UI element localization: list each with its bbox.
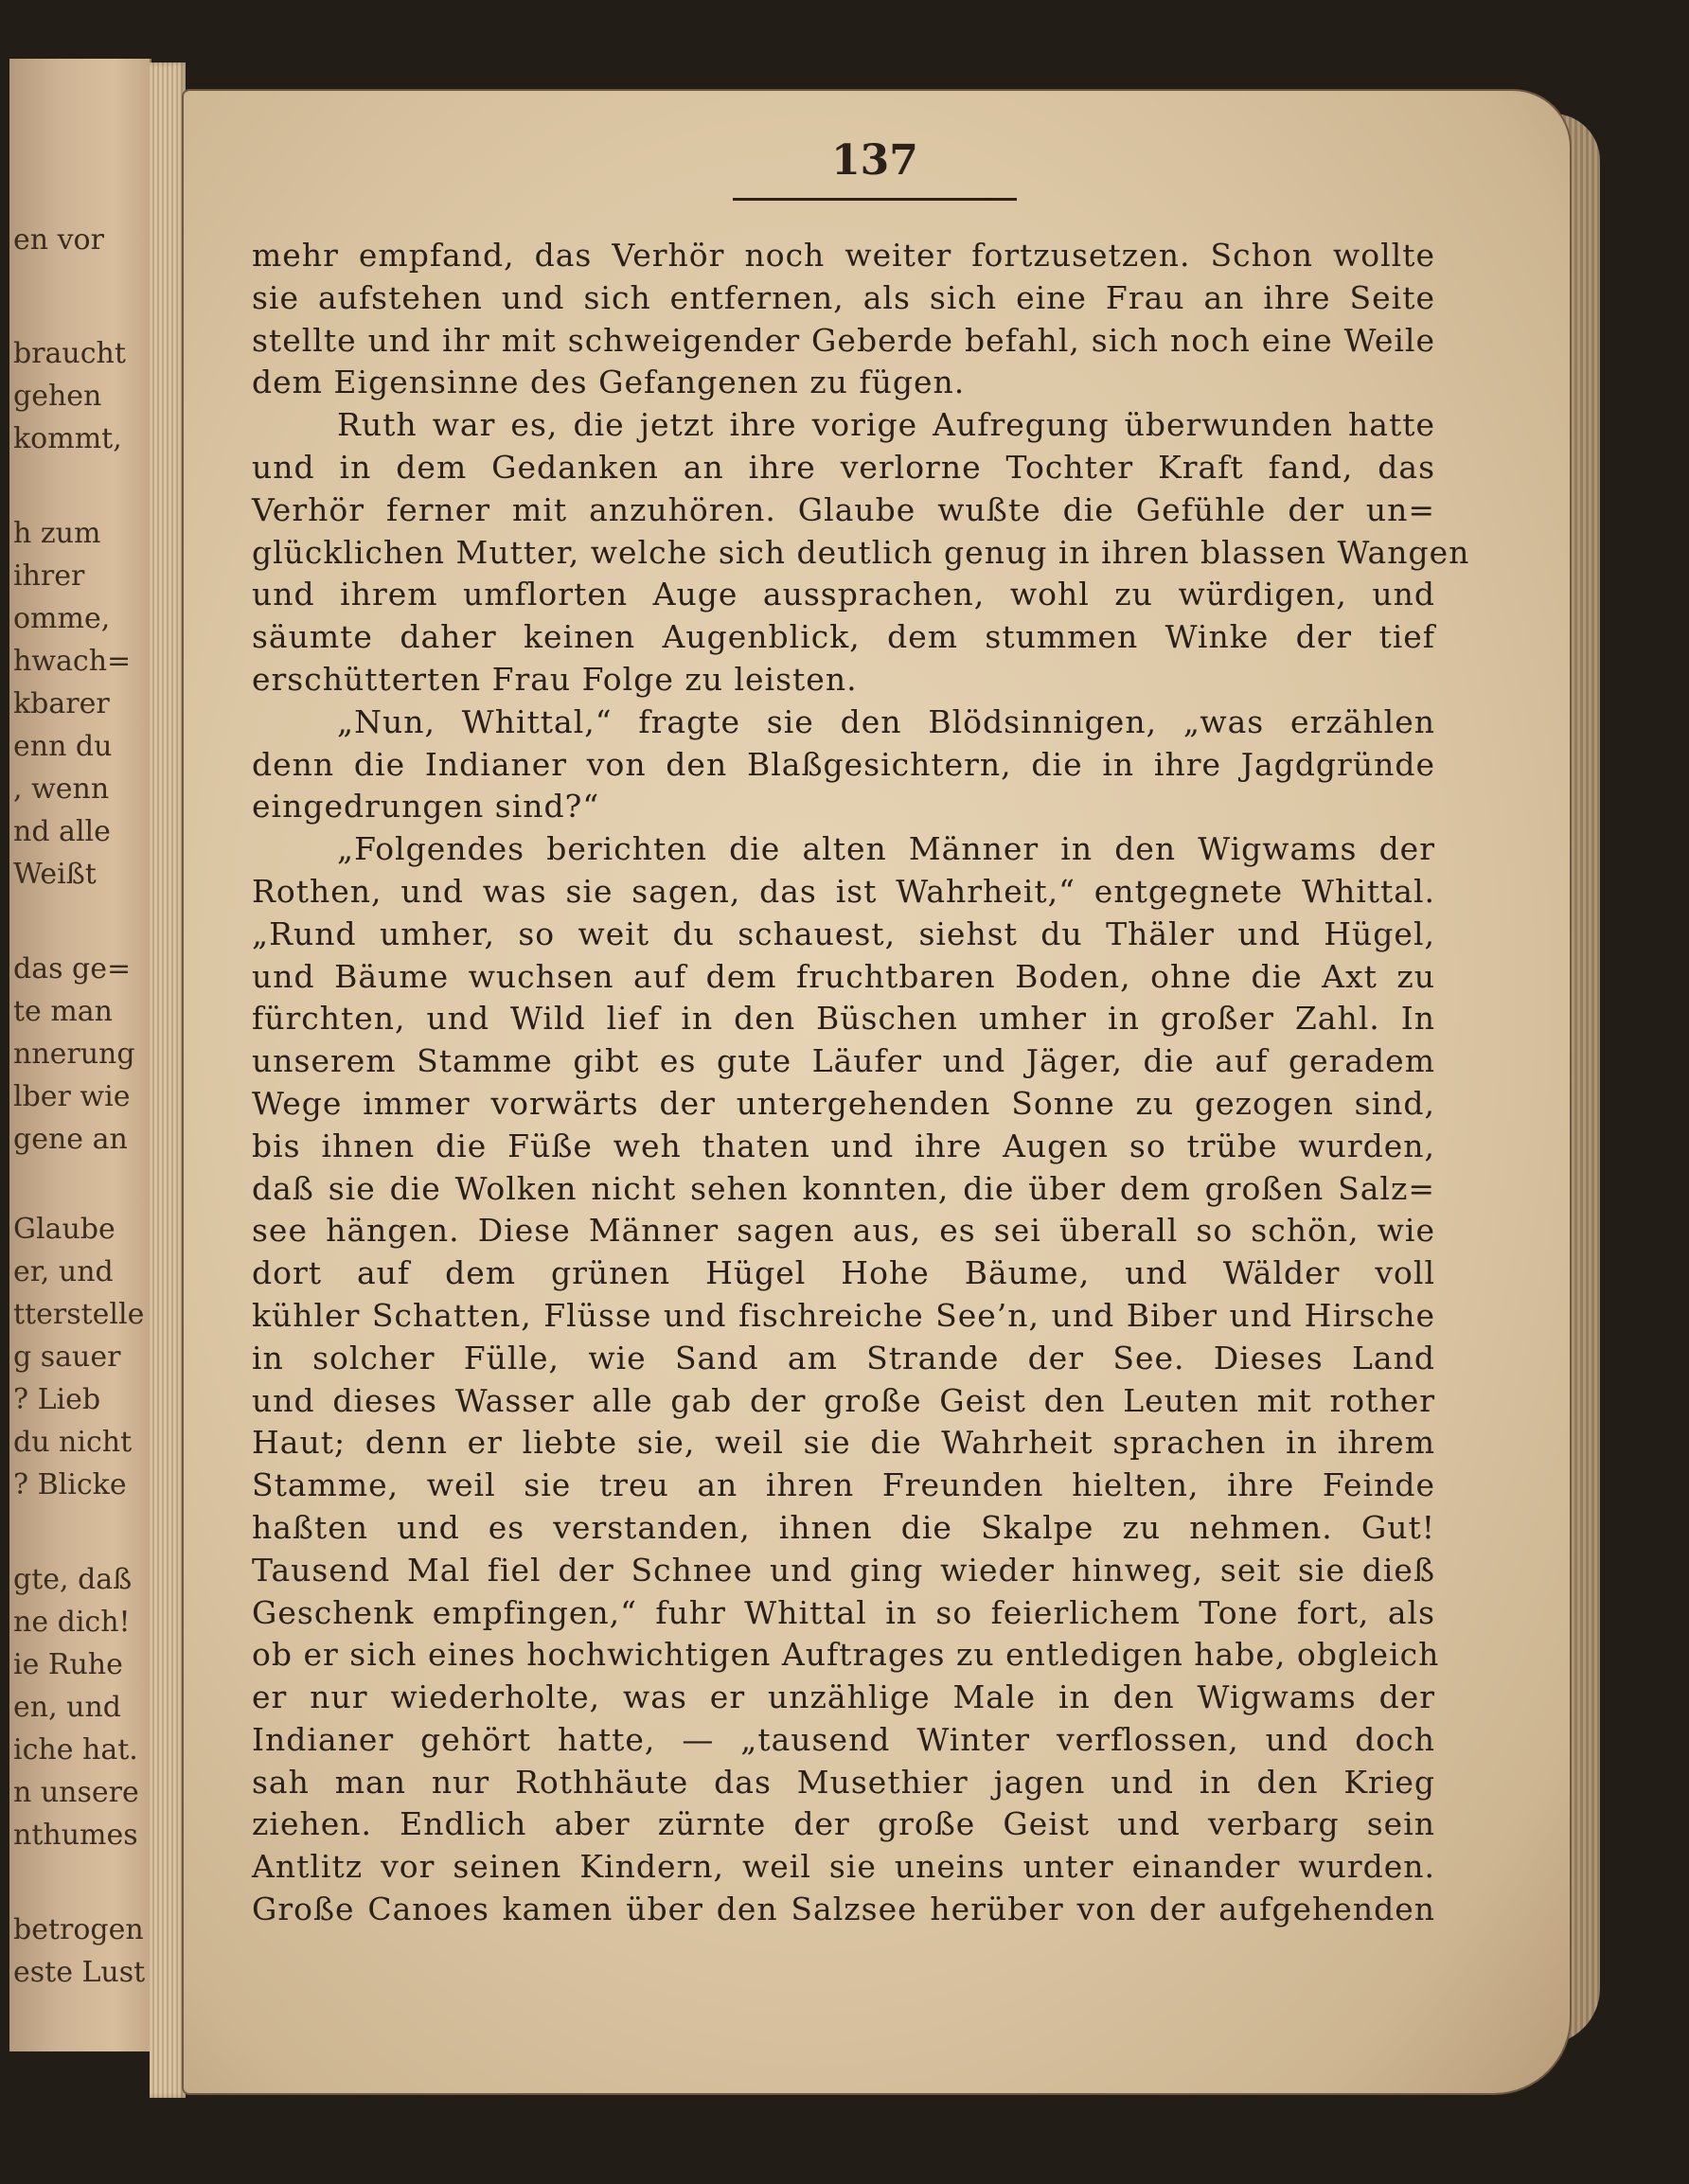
text-line: daß sie die Wolken nicht sehen konnten, die über dem großen Salz= bbox=[252, 1169, 1435, 1207]
header-rule bbox=[733, 198, 1017, 201]
left-page-fragment: nnerung bbox=[13, 1038, 135, 1071]
text-line: fürchten, und Wild lief in den Büschen umher in großer Zahl. In bbox=[252, 1000, 1435, 1038]
left-page-fragment: du nicht bbox=[13, 1426, 133, 1459]
text-line: Antlitz vor seinen Kindern, weil sie uneins unter einander wurden. bbox=[252, 1848, 1435, 1886]
left-page-fragment: ? Lieb bbox=[13, 1383, 101, 1416]
text-line: und in dem Gedanken an ihre verlorne Tochter Kraft fand, das bbox=[252, 448, 1435, 486]
text-line: sie aufstehen und sich entfernen, als sich eine Frau an ihre Seite bbox=[252, 278, 1435, 316]
left-page-fragment: , wenn bbox=[13, 772, 110, 806]
text-line: haßten und es verstanden, ihnen die Skalpe zu nehmen. Gut! bbox=[252, 1508, 1435, 1546]
left-page-fragment: ihrer bbox=[13, 559, 85, 593]
text-line: Verhör ferner mit anzuhören. Glaube wußte die Gefühle der un= bbox=[252, 490, 1435, 528]
text-line: mehr empfand, das Verhör noch weiter fortzusetzen. Schon wollte bbox=[252, 237, 1435, 274]
left-page-fragment: lber wie bbox=[13, 1080, 131, 1113]
left-page-fragment: gte, daß bbox=[13, 1563, 133, 1596]
left-page-fragment: betrogen bbox=[13, 1913, 144, 1946]
left-page-fragment: ie Ruhe bbox=[13, 1648, 123, 1681]
left-page-fragment: te man bbox=[13, 995, 113, 1028]
text-line: sah man nur Rothhäute das Musethier jagen und in den Krieg bbox=[252, 1763, 1435, 1801]
text-line: Geschenk empfingen,“ fuhr Whittal in so feierlichem Tone fort, als bbox=[252, 1593, 1435, 1631]
text-line: Große Canoes kamen über den Salzsee herüber von der aufgehenden bbox=[252, 1891, 1435, 1928]
left-page-fragment: hwach= bbox=[13, 645, 132, 678]
left-page-fragment: nd alle bbox=[13, 815, 111, 848]
text-line: bis ihnen die Füße weh thaten und ihre Augen so trübe wurden, bbox=[252, 1127, 1435, 1164]
text-line: dem Eigensinne des Gefangenen zu fügen. bbox=[252, 364, 966, 401]
left-page-fragment: enn du bbox=[13, 730, 113, 763]
text-line: Indianer gehört hatte, — „tausend Winter verflossen, und doch bbox=[252, 1720, 1435, 1758]
text-line: Rothen, und was sie sagen, das ist Wahrheit,“ entgegnete Whittal. bbox=[252, 872, 1435, 910]
left-page-fragment: ne dich! bbox=[13, 1606, 131, 1639]
left-page-fragment: en, und bbox=[13, 1691, 121, 1724]
text-line: und dieses Wasser alle gab der große Geist den Leuten mit rother bbox=[252, 1381, 1435, 1419]
text-line: erschütterten Frau Folge zu leisten. bbox=[252, 660, 858, 698]
text-line: „Nun, Whittal,“ fragte sie den Blödsinnigen, „was erzählen bbox=[337, 702, 1435, 740]
left-page-fragment: er, und bbox=[13, 1255, 114, 1288]
text-line: stellte und ihr mit schweigender Geberde befahl, sich noch eine Weile bbox=[252, 321, 1435, 359]
text-line: Ruth war es, die jetzt ihre vorige Aufregung überwunden hatte bbox=[337, 406, 1435, 444]
text-line: denn die Indianer von den Blaßgesichtern, die in ihre Jagdgründe bbox=[252, 745, 1435, 783]
left-page-fragment: n unsere bbox=[13, 1776, 139, 1809]
left-page-fragment: iche hat. bbox=[13, 1733, 138, 1767]
right-page bbox=[184, 91, 1570, 2093]
text-line: und Bäume wuchsen auf dem fruchtbaren Boden, ohne die Axt zu bbox=[252, 957, 1435, 995]
left-page-fragment: en vor bbox=[13, 223, 104, 257]
left-page-fragment: gene an bbox=[13, 1123, 128, 1156]
text-line: glücklichen Mutter, welche sich deutlich genug in ihren blassen Wangen bbox=[252, 533, 1470, 571]
text-line: Tausend Mal fiel der Schnee und ging wieder hinweg, seit sie dieß bbox=[252, 1551, 1435, 1589]
text-line: kühler Schatten, Flüsse und fischreiche See’n, und Biber und Hirsche bbox=[252, 1296, 1435, 1334]
text-line: Wege immer vorwärts der untergehenden Sonne zu gezogen sind, bbox=[252, 1084, 1435, 1122]
left-page-fragment: este Lust bbox=[13, 1956, 146, 1989]
text-line: see hängen. Diese Männer sagen aus, es sei überall so schön, wie bbox=[252, 1212, 1435, 1250]
text-line: „Folgendes berichten die alten Männer in den Wigwams der bbox=[337, 830, 1435, 868]
text-line: dort auf dem grünen Hügel Hohe Bäume, und Wälder voll bbox=[252, 1254, 1435, 1292]
text-line: Stamme, weil sie treu an ihren Freunden hielten, ihre Feinde bbox=[252, 1466, 1435, 1504]
left-page-fragment: kbarer bbox=[13, 687, 110, 720]
text-line: eingedrungen sind?“ bbox=[252, 788, 600, 826]
left-page-fragment: nthumes bbox=[13, 1819, 138, 1852]
left-page-fragment: ? Blicke bbox=[13, 1468, 127, 1501]
book-spine-edge bbox=[150, 62, 186, 2098]
left-page-fragment: omme, bbox=[13, 602, 111, 635]
left-page-fragment: h zum bbox=[13, 517, 101, 550]
text-line: unserem Stamme gibt es gute Läufer und Jäger, die auf geradem bbox=[252, 1042, 1435, 1080]
text-line: er nur wiederholte, was er unzählige Male in den Wigwams der bbox=[252, 1678, 1435, 1716]
left-page-fragment: g sauer bbox=[13, 1341, 121, 1374]
left-page-fragment: braucht bbox=[13, 337, 126, 370]
page-text bbox=[252, 235, 1470, 1931]
text-line: „Rund umher, so weit du schauest, siehst du Thäler und Hügel, bbox=[252, 914, 1435, 952]
left-page-fragment: gehen bbox=[13, 380, 102, 413]
text-line: ziehen. Endlich aber zürnte der große Geist und verbarg sein bbox=[252, 1805, 1435, 1843]
left-page-fragment: Weißt bbox=[13, 858, 97, 891]
text-line: ob er sich eines hochwichtigen Auftrages zu entledigen habe, obgleich bbox=[252, 1636, 1440, 1674]
page-number: 137 bbox=[831, 136, 918, 185]
left-page-fragment: tterstelle bbox=[13, 1298, 145, 1331]
text-line: in solcher Fülle, wie Sand am Strande der See. Dieses Land bbox=[252, 1339, 1435, 1376]
left-page-fragment: kommt, bbox=[13, 422, 122, 455]
text-line: Haut; denn er liebte sie, weil sie die Wahrheit sprachen in ihrem bbox=[252, 1424, 1435, 1462]
left-page bbox=[9, 59, 151, 2051]
left-page-fragment: Glaube bbox=[13, 1213, 116, 1246]
left-page-fragment: das ge= bbox=[13, 952, 132, 985]
text-line: säumte daher keinen Augenblick, dem stummen Winke der tief bbox=[252, 618, 1435, 656]
text-line: und ihrem umflorten Auge aussprachen, wohl zu würdigen, und bbox=[252, 576, 1435, 613]
